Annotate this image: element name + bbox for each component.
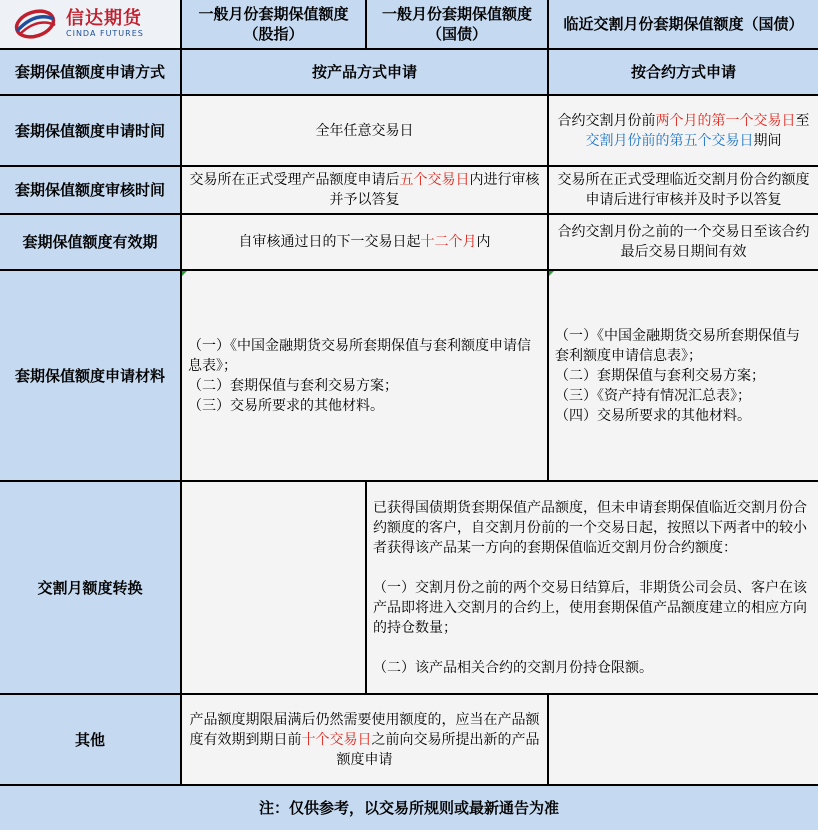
label-time: 套期保值额度申请时间 bbox=[0, 96, 180, 165]
validity-general-months: 十二个月 bbox=[420, 234, 477, 250]
validity-general-part3: 内 bbox=[476, 234, 491, 250]
logo-name-cn: 信达期货 bbox=[66, 8, 142, 29]
method-general: 按产品方式申请 bbox=[182, 50, 547, 94]
header-general-index: 一般月份套期保值额度（股指） bbox=[182, 0, 365, 48]
time-delivery-part1: 合约交割月份前 bbox=[557, 112, 656, 129]
time-delivery-part5: 期间 bbox=[753, 132, 782, 149]
header-general-bond: 一般月份套期保值额度（国债） bbox=[367, 0, 547, 48]
materials-delivery-item: （一）《中国金融期货交易所套期保值与套利额度申请信息表》； bbox=[555, 327, 800, 364]
logo-text bbox=[66, 9, 144, 39]
review-delivery: 交易所在正式受理临近交割月份合约额度申请后进行审核并及时予以答复 bbox=[549, 167, 818, 213]
validity-general-part1: 自审核通过日的下一交易日起 bbox=[238, 234, 421, 250]
time-delivery-start: 两个月的第一个交易日 bbox=[655, 112, 796, 129]
label-method: 套期保值额度申请方式 bbox=[0, 50, 180, 94]
review-general-days: 五个交易日 bbox=[399, 172, 470, 188]
review-general-part3: 内进行审核并予以答复 bbox=[329, 172, 540, 208]
validity-general bbox=[182, 215, 547, 269]
materials-general-item: （三）交易所要求的其他材料。 bbox=[188, 397, 384, 414]
label-materials: 套期保值额度申请材料 bbox=[0, 271, 180, 480]
materials-delivery-item: （四）交易所要求的其他材料。 bbox=[555, 407, 751, 424]
conversion-paragraph: （一）交割月份之前的两个交易日结算后，非期货公司会员、客户在该产品即将进入交割月的合约上，使用套期保值产品额度建立的相应方向的持仓数量； bbox=[373, 579, 807, 636]
materials-general bbox=[182, 271, 547, 480]
time-delivery bbox=[549, 96, 818, 165]
header-delivery-bond: 临近交割月份套期保值额度（国债） bbox=[549, 0, 818, 48]
time-delivery-part3: 至 bbox=[795, 112, 810, 129]
label-review: 套期保值额度审核时间 bbox=[0, 167, 180, 213]
other-general bbox=[182, 695, 547, 784]
validity-delivery: 合约交割月份之前的一个交易日至该合约最后交易日期间有效 bbox=[549, 215, 818, 269]
conversion-empty-cell bbox=[182, 482, 365, 693]
cell-marker-icon bbox=[549, 271, 554, 276]
cinda-emblem-icon bbox=[12, 7, 58, 41]
conversion-paragraph: 已获得国债期货套期保值产品额度，但未申请套期保值临近交割月份合约额度的客户，自交割月份前的一个交易日起，按照以下两者中的较小者获得该产品某一方向的套期保值临近交割月份合约额度： bbox=[373, 499, 807, 556]
review-general bbox=[182, 167, 547, 213]
other-delivery-empty bbox=[549, 695, 818, 784]
conversion-paragraph: （二）该产品相关合约的交割月份持仓限额。 bbox=[373, 659, 653, 676]
other-general-part3: 之前向交易所提出新的产品额度申请 bbox=[336, 731, 540, 768]
materials-general-item: （二）套期保值与套利交易方案； bbox=[188, 377, 398, 394]
other-general-part1: 产品额度期限届满后仍然需要使用额度的，应当在产品额度有效期到期日前 bbox=[189, 711, 540, 748]
materials-general-item: （一）《中国金融期货交易所套期保值与套利额度申请信息表》； bbox=[188, 337, 531, 374]
logo-name-en: CINDA FUTURES bbox=[66, 29, 144, 38]
cell-marker-icon bbox=[182, 271, 187, 276]
materials-delivery-item: （三）《资产持有情况汇总表》； bbox=[555, 387, 751, 404]
label-other: 其他 bbox=[0, 695, 180, 784]
footer-note: 注：仅供参考，以交易所规则或最新通告为准 bbox=[0, 786, 818, 830]
method-delivery: 按合约方式申请 bbox=[549, 50, 818, 94]
time-delivery-end: 交割月份前的第五个交易日 bbox=[585, 132, 754, 149]
time-general: 全年任意交易日 bbox=[182, 96, 547, 165]
materials-delivery bbox=[549, 271, 818, 480]
other-general-days: 十个交易日 bbox=[301, 731, 372, 748]
company-logo bbox=[0, 0, 180, 48]
review-general-part1: 交易所在正式受理产品额度申请后 bbox=[189, 172, 400, 188]
label-validity: 套期保值额度有效期 bbox=[0, 215, 180, 269]
label-conversion: 交割月额度转换 bbox=[0, 482, 180, 693]
conversion-text bbox=[367, 482, 818, 693]
materials-delivery-item: （二）套期保值与套利交易方案； bbox=[555, 367, 765, 384]
